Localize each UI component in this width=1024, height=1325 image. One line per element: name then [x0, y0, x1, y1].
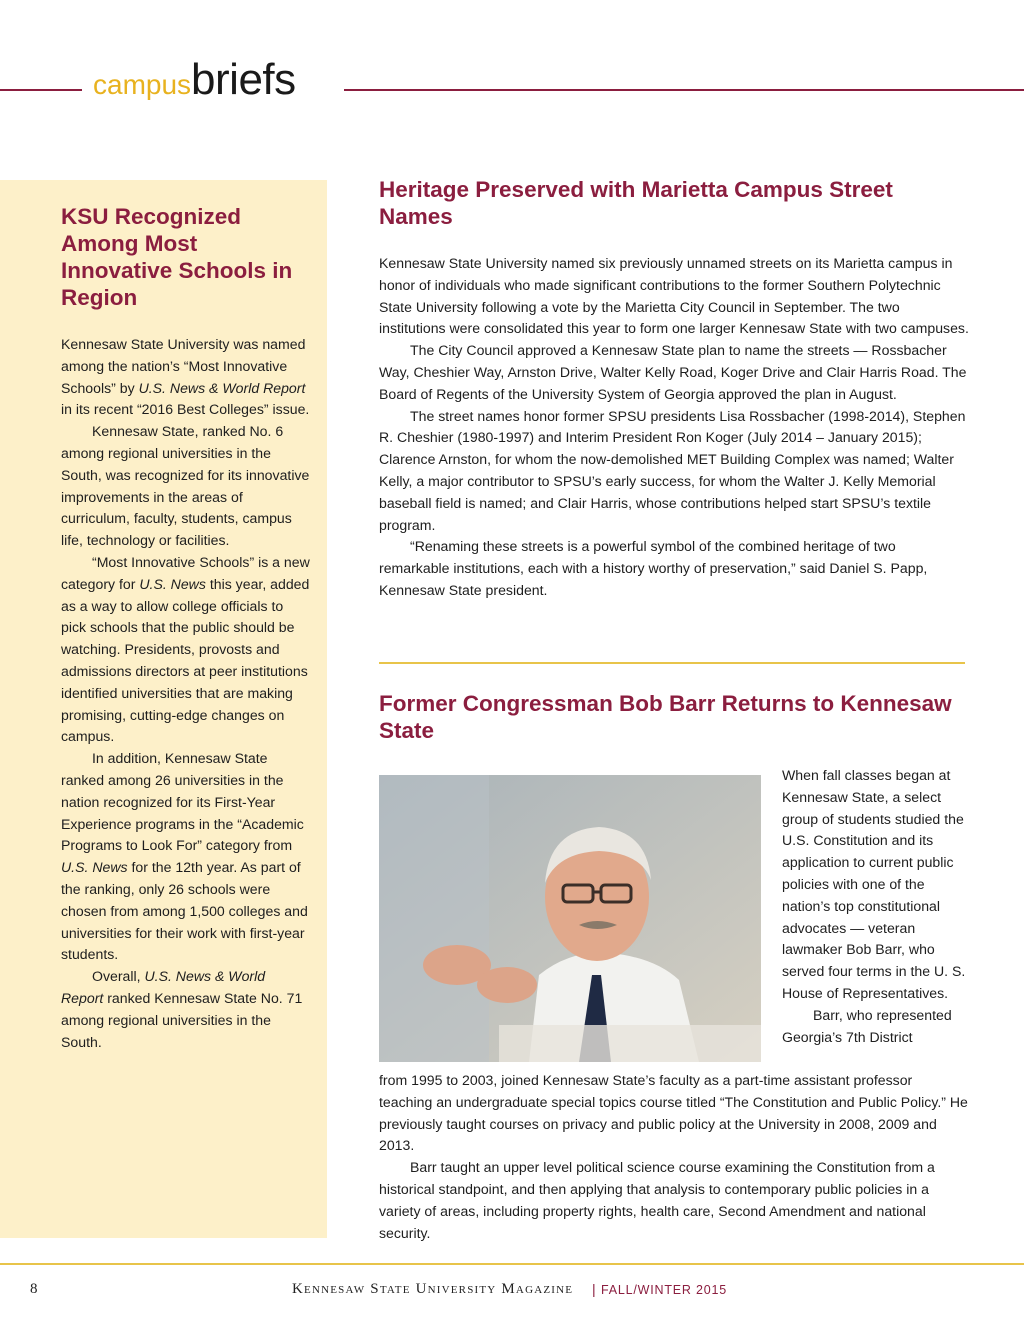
sidebar-paragraph-4: In addition, Kennesaw State ranked among 26 universities in the nation recognized for its First-Year Experience programs in the “Academic Programs to Look For” category from U.S. News for the 12th year. As part of the ranking, only 26 schools were chosen from among 1,500 colleges and universities for their work with first-year students. [61, 750, 308, 963]
article1-paragraph-1: Kennesaw State University named six previously unnamed streets on its Marietta campus in honor of individuals who made significant contributions to the former Southern Polytechnic State University following a vote by the Marietta City Council in September. The two institutions were consolidated this year to form one larger Kennesaw State with two campuses. [379, 255, 969, 337]
sidebar-paragraph-1: Kennesaw State University was named among the nation’s “Most Innovative Schools” by U.S. News & World Report in its recent “2016 Best Colleges” issue. [61, 336, 310, 418]
article1-body [379, 253, 969, 602]
page-number: 8 [30, 1281, 38, 1297]
sidebar-ksu-recognized [0, 180, 327, 1238]
article2-paragraph-2-cont: from 1995 to 2003, joined Kennesaw State’s faculty as a part-time assistant professor teaching an undergraduate special topics course titled “The Constitution and Public Policy.” He previously taught courses on privacy and public policy at the University in 2008, 2009 and 2013. [379, 1072, 968, 1154]
article2-body [379, 1070, 969, 1244]
section-title [93, 55, 296, 104]
article2-title: Former Congressman Bob Barr Returns to Kennesaw State [379, 691, 952, 743]
footer-separator: | [592, 1281, 596, 1297]
article2-paragraph-1: When fall classes began at Kennesaw State, a select group of students studied the U.S. Constitution and its application to current public policies with one of the nation’s top constitutional advocates — veteran lawmaker Bob Barr, who served four terms in the U. S. House of Representatives. [782, 767, 966, 1001]
sidebar-title: KSU Recognized Among Most Innovative Schools in Region [61, 204, 293, 310]
section-title-briefs: briefs [191, 55, 296, 104]
header-rule-left [0, 89, 82, 91]
article1-paragraph-3: The street names honor former SPSU presidents Lisa Rossbacher (1998-2014), Stephen R. Cheshier (1980-1997) and Interim President Ron Koger (July 2014 – January 2015); Clarence Arnston, for whom the now-demolished MET Building Complex was named; Walter Kelly, a major contributor to SPSU’s early success, for whom the Walter J. Kelly Memorial baseball field is named; and Clair Harris, whose contributions helped start SPSU’s textile program. [379, 407, 966, 533]
footer-issue: FALL/WINTER 2015 [601, 1283, 728, 1297]
footer-magazine-name: Kennesaw State University Magazine [292, 1281, 574, 1297]
article1-paragraph-2: The City Council approved a Kennesaw State plan to name the streets — Rossbacher Way, Cheshier Way, Arnston Drive, Walter Kelly Road, Koger Drive and Clair Harris Road. The Board of Regents of the University System of Georgia approved the plan in August. [379, 342, 967, 402]
article1-title: Heritage Preserved with Marietta Campus Street Names [379, 177, 893, 229]
sidebar-paragraph-3: “Most Innovative Schools” is a new category for U.S. News this year, added as a way to allow college officials to pick schools that the public should be watching. Presidents, provosts and admissions directors at peer institutions identified universities that are making promising, cutting-edge changes on campus. [61, 553, 310, 745]
sidebar-body [61, 334, 311, 1053]
header-rule-right [344, 89, 1024, 91]
article2-paragraph-3: Barr taught an upper level political science course examining the Constitution from a historical standpoint, and then applying that analysis to contemporary public policies in a variety of areas, including property rights, health care, Second Amendment and national security. [379, 1159, 935, 1241]
article1-paragraph-4: “Renaming these streets is a powerful symbol of the combined heritage of two remarkable institutions, each with a history worthy of preservation,” said Daniel S. Papp, Kennesaw State president. [379, 538, 928, 598]
sidebar-paragraph-2: Kennesaw State, ranked No. 6 among regional universities in the South, was recognized for its innovative improvements in the areas of curriculum, faculty, students, campus life, technology or facilities. [61, 423, 310, 549]
article2-paragraph-2-start: Barr, who represented Georgia’s 7th District [782, 1006, 952, 1045]
footer-rule [0, 1263, 1024, 1265]
bob-barr-photo [379, 775, 761, 1062]
article2-intro [782, 765, 972, 1048]
sidebar-paragraph-5: Overall, U.S. News & World Report ranked Kennesaw State No. 71 among regional universities in the South. [61, 968, 303, 1050]
section-title-campus: campus [93, 69, 192, 100]
article-divider [379, 662, 965, 664]
